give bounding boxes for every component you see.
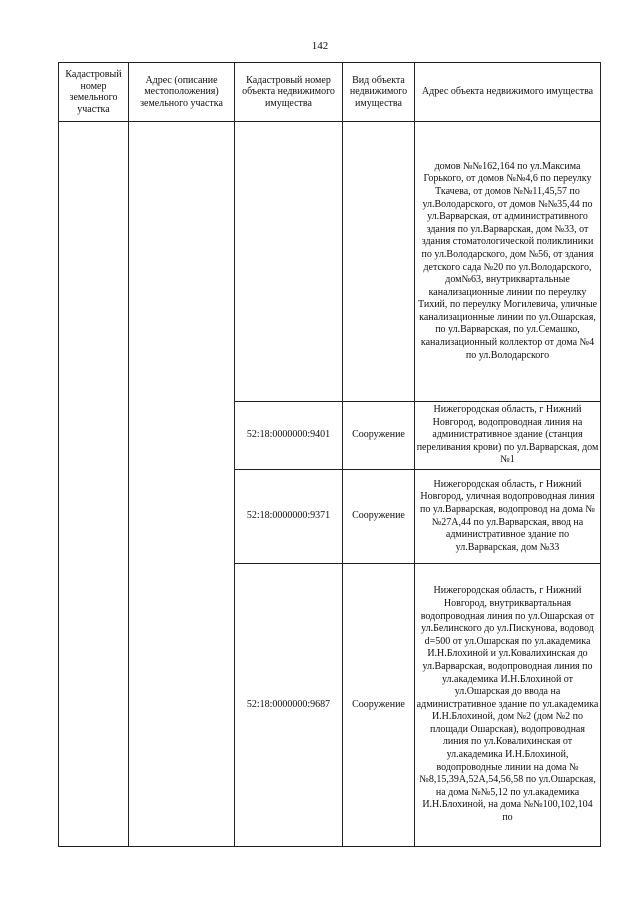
object-cadastral-number-cell: 52:18:0000000:9687: [235, 564, 343, 847]
header-land-cadastral-number: Кадастровый номер земельного участка: [59, 63, 129, 122]
land-address-cell: [129, 122, 235, 847]
object-cadastral-number-cell: [235, 122, 343, 402]
object-kind-cell: Сооружение: [343, 402, 415, 470]
header-object-kind: Вид объекта недвижимого имущества: [343, 63, 415, 122]
object-cadastral-number-cell: 52:18:0000000:9401: [235, 402, 343, 470]
header-object-address: Адрес объекта недвижимого имущества: [415, 63, 601, 122]
page-number: 142: [311, 40, 329, 52]
object-kind-cell: [343, 122, 415, 402]
object-cadastral-number-cell: 52:18:0000000:9371: [235, 470, 343, 564]
object-address-cell: домов №№162,164 по ул.Максима Горького, от домов №№4,6 по переулку Ткачева, от домов №№11,45,57 по ул.Володарского, от домов №№35,44 по ул.Варварская, от административного здания по ул.Варварская, дом №33, от здания стоматологической поликлиники по ул.Володарского, дом №56, от здания детского сада №20 по ул.Володарского, дом№63, внутриквартальные канализационные линии по переулку Тихий, по переулку Могилевича, уличные канализационные линии по ул.Ошарская, по ул.Варварская, по ул.Семашко, канализационный коллектор от дома №4 по ул.Володарского: [415, 122, 601, 402]
land-cadastral-number-cell: [59, 122, 129, 847]
header-object-cadastral-number: Кадастровый номер объекта недвижимого имущества: [235, 63, 343, 122]
table-row: [59, 122, 601, 402]
object-address-cell: Нижегородская область, г Нижний Новгород, внутриквартальная водопроводная линия по ул.Ошарская от ул.Белинского до ул.Пискунова, водовод d=500 от ул.Ошарская по ул.академика И.Н.Блохиной и ул.Ковалихинская до ул.Варварская, водопроводная линия по ул.академика И.Н.Блохиной от ул.Ошарская до ввода на административное здание по ул.академика И.Н.Блохиной, дом №2 (дом №2 по площади Ошарская), водопроводная линия по ул.Ковалихинская от ул.академика И.Н.Блохиной, водопроводные линии на дома №№8,15,39А,52А,54,56,58 по ул.Ошарская, на дома №№5,12 по ул.академика И.Н.Блохиной, на дома №№100,102,104 по: [415, 564, 601, 847]
object-kind-cell: Сооружение: [343, 470, 415, 564]
table-header-row: [59, 63, 601, 122]
object-address-cell: Нижегородская область, г Нижний Новгород, водопроводная линия на административное здание (станция переливания крови) по ул.Варварская, дом №1: [415, 402, 601, 470]
object-kind-cell: Сооружение: [343, 564, 415, 847]
property-registry-table: [58, 62, 601, 847]
object-address-cell: Нижегородская область, г Нижний Новгород, уличная водопроводная линия по ул.Варварская, водопровод на дома №№27А,44 по ул.Варварская, ввод на административное здание по ул.Варварская, дом №33: [415, 470, 601, 564]
header-land-address: Адрес (описание местоположения) земельного участка: [129, 63, 235, 122]
